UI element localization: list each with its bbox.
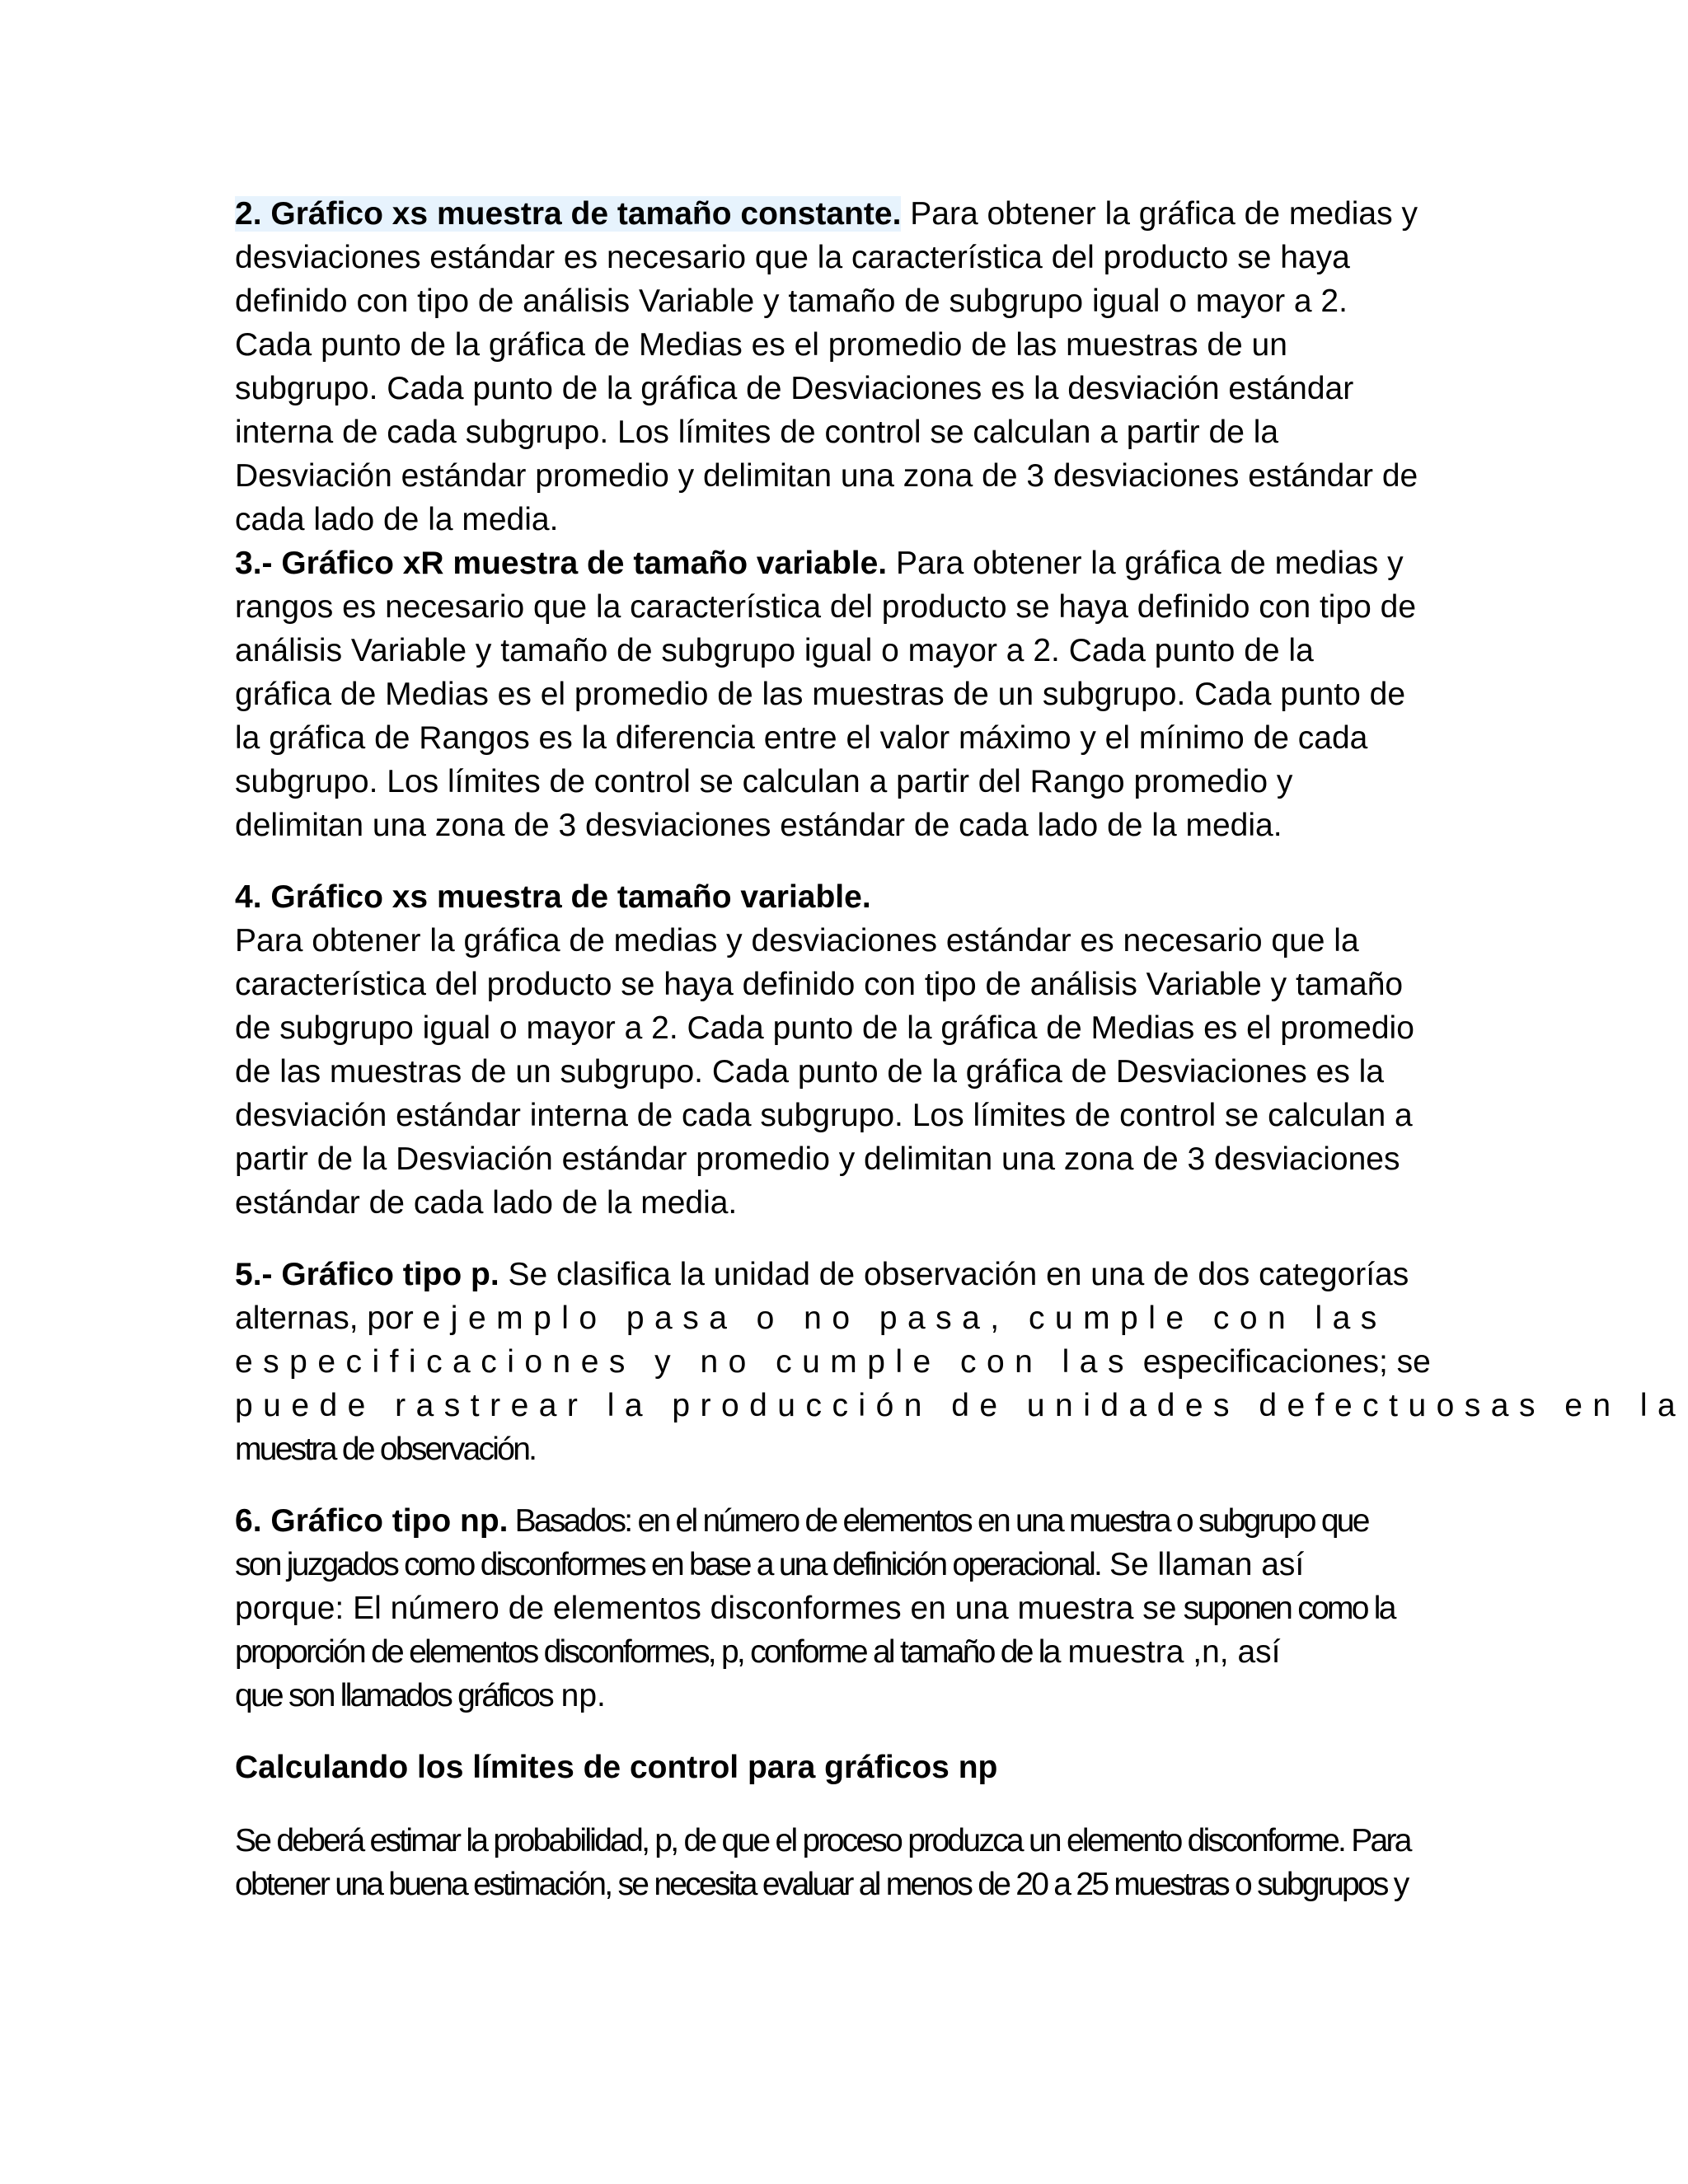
section-3-text: Para obtener la gráfica de medias y [887, 546, 1404, 581]
section-6-line-5 [235, 1674, 1471, 1718]
section-3 [235, 541, 1471, 847]
section-6-text-f: muestra ,n, así [1058, 1634, 1281, 1670]
section-6-line-4 [235, 1630, 1471, 1674]
section-6-text-b: Se llaman así [1100, 1547, 1305, 1582]
section-6-text: Basados: en el número de elementos en una muestra o subgrupo que [508, 1503, 1368, 1539]
section-2-line-3: definido con tipo de análisis Variable y tamaño de subgrupo igual o mayor a 2. [235, 284, 1348, 319]
section-2-line-2: desviaciones estándar es necesario que la característica del producto se haya [235, 240, 1350, 275]
section-3-line-5: la gráfica de Rangos es la diferencia entre el valor máximo y el mínimo de cada [235, 720, 1368, 756]
section-3-line-2: rangos es necesario que la característica del producto se haya definido con tipo de [235, 589, 1417, 625]
section-5-title: 5.- Gráfico tipo p. [235, 1257, 499, 1292]
section-3-line-7: delimitan una zona de 3 desviaciones estándar de cada lado de la media. [235, 808, 1282, 843]
section-4-line-2: característica del producto se haya definido con tipo de análisis Variable y tamaño [235, 967, 1404, 1002]
paragraph-spacer [235, 847, 1471, 875]
section-4-line-6: partir de la Desviación estándar promedio y delimitan una zona de 3 desviaciones [235, 1141, 1400, 1177]
section-6-text-g: que son llamados gráficos [235, 1678, 552, 1713]
section-6-title: 6. Gráfico tipo np. [235, 1503, 509, 1539]
section-4-line-1: Para obtener la gráfica de medias y desviaciones estándar es necesario que la [235, 923, 1359, 958]
section-2-line-1 [235, 192, 1471, 236]
section-2-title: 2. Gráfico xs muestra de tamaño constante. [235, 196, 902, 232]
section-6 [235, 1499, 1471, 1718]
section-2-line-7: Desviación estándar promedio y delimitan una zona de 3 desviaciones estándar de [235, 458, 1418, 494]
section-7 [235, 1746, 1471, 1906]
section-3-line-3: análisis Variable y tamaño de subgrupo igual o mayor a 2. Cada punto de la [235, 633, 1314, 668]
section-6-text-h: np. [551, 1678, 606, 1713]
section-7-line-2: obtener una buena estimación, se necesita evaluar al menos de 20 a 25 muestras o subgrupos y [235, 1867, 1408, 1902]
section-7-heading: Calculando los límites de control para gráficos np [235, 1750, 998, 1785]
section-4-line-5: desviación estándar interna de cada subgrupo. Los límites de control se calculan a [235, 1098, 1413, 1133]
section-4-line-7: estándar de cada lado de la media. [235, 1185, 738, 1221]
section-6-text-e: proporción de elementos disconformes, p, conforme al tamaño de la [235, 1634, 1059, 1670]
section-2-line-6: interna de cada subgrupo. Los límites de control se calculan a partir de la [235, 415, 1279, 450]
document-page [235, 192, 1686, 1906]
section-3-line-4: gráfica de Medias es el promedio de las muestras de un subgrupo. Cada punto de [235, 677, 1406, 712]
section-2-line-8: cada lado de la media. [235, 502, 559, 537]
section-5-line-2 [235, 1296, 1471, 1340]
section-4-line-4: de las muestras de un subgrupo. Cada punto de la gráfica de Desviaciones es la [235, 1054, 1385, 1090]
section-5-text-a: alternas, por [235, 1301, 423, 1336]
section-6-line-3 [235, 1586, 1471, 1630]
section-6-line-2 [235, 1543, 1471, 1586]
section-5-line-3 [235, 1340, 1471, 1384]
section-2 [235, 192, 1471, 541]
section-3-line-1 [235, 541, 1471, 585]
section-5-text-d: especificaciones; se [1133, 1344, 1431, 1380]
paragraph-spacer [235, 1225, 1471, 1253]
section-2-line-4: Cada punto de la gráfica de Medias es el promedio de las muestras de un [235, 327, 1287, 363]
section-2-line-5: subgrupo. Cada punto de la gráfica de Desviaciones es la desviación estándar [235, 371, 1354, 406]
section-5-text: Se clasifica la unidad de observación en una de dos categorías [499, 1257, 1409, 1292]
section-5-text-c: especificaciones y no cumple con las [235, 1344, 1134, 1380]
section-3-title: 3.- Gráfico xR muestra de tamaño variable. [235, 546, 888, 581]
section-4-title: 4. Gráfico xs muestra de tamaño variable. [235, 879, 871, 915]
section-4 [235, 875, 1471, 1225]
section-6-line-1 [235, 1499, 1471, 1543]
section-5-text-b: ejemplo pasa o no pasa, cumple con las [422, 1301, 1387, 1336]
section-3-line-6: subgrupo. Los límites de control se calculan a partir del Rango promedio y [235, 764, 1293, 799]
paragraph-spacer [235, 1471, 1471, 1499]
section-4-line-3: de subgrupo igual o mayor a 2. Cada punto de la gráfica de Medias es el promedio [235, 1010, 1414, 1046]
paragraph-spacer [235, 1718, 1471, 1746]
section-7-line-1: Se deberá estimar la probabilidad, p, de que el proceso produzca un elemento disconforme. Para [235, 1823, 1410, 1858]
section-5-line-5: muestra de observación. [235, 1432, 536, 1467]
section-2-text: Para obtener la gráfica de medias y [901, 196, 1418, 232]
section-5-line-4: puede rastrear la producción de unidades defectuosas en la [235, 1388, 1686, 1423]
section-6-text-d: suponen como la [1176, 1591, 1395, 1626]
section-5 [235, 1253, 1686, 1471]
section-6-text-a: son juzgados como disconformes en base a una definición operacional. [235, 1547, 1101, 1582]
section-5-line-1 [235, 1253, 1471, 1296]
section-6-text-c: porque: El número de elementos disconformes en una muestra se [235, 1591, 1177, 1626]
heading-spacer [235, 1789, 1471, 1819]
